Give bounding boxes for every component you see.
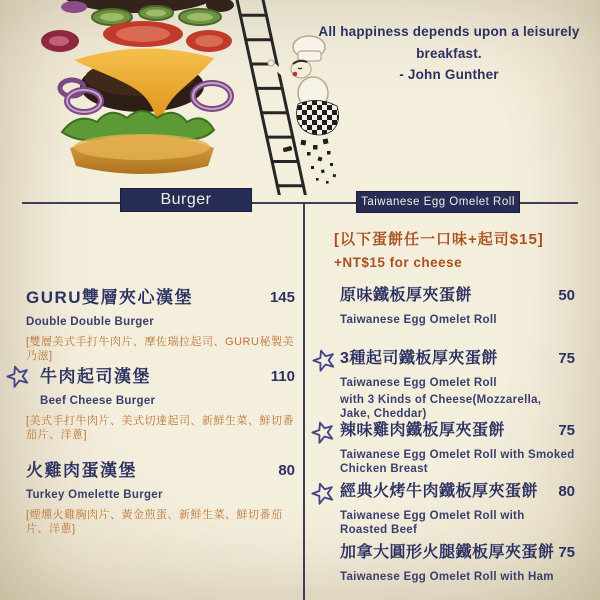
star-icon: [311, 347, 337, 373]
menu-item: [340, 286, 575, 327]
item-name-zh: GURU雙層夾心漢堡: [26, 288, 194, 307]
menu-item: [26, 461, 295, 536]
item-name-en: Taiwanese Egg Omelet Roll with Ham: [340, 571, 554, 583]
item-name-zh: 牛肉起司漢堡: [40, 367, 151, 386]
section-header-burger: [120, 188, 252, 212]
menu-item: [340, 543, 575, 584]
item-name-en: Taiwanese Egg Omelet Roll: [340, 377, 497, 389]
item-name-zh: 火雞肉蛋漢堡: [26, 461, 137, 480]
cheese-note: [334, 228, 544, 270]
item-price: 75: [558, 544, 575, 561]
item-price: 110: [270, 368, 295, 385]
item-name-en: Taiwanese Egg Omelet Roll with Smoked Chicken Breast: [340, 449, 575, 475]
burger-illustration: [22, 0, 234, 182]
item-name-zh: 3種起司鐵板厚夾蛋餅: [340, 350, 498, 367]
item-name-zh: 原味鐵板厚夾蛋餅: [340, 287, 473, 304]
menu-item: [340, 421, 575, 476]
item-price: 80: [558, 483, 575, 500]
item-name-zh: 加拿大圓形火腿鐵板厚夾蛋餅: [340, 544, 555, 561]
star-icon: [310, 480, 336, 506]
menu-item: [26, 288, 295, 363]
section-title: Taiwanese Egg Omelet Roll: [361, 196, 515, 208]
menu-item: [26, 367, 295, 442]
item-desc: [煙燻火雞胸肉片、黃金煎蛋、新鮮生菜、鮮切番茄片、洋蔥]: [26, 509, 283, 535]
quote-attribution: - John Gunther: [399, 67, 499, 83]
column-divider: [303, 203, 305, 600]
menu-item: [340, 349, 575, 421]
quote-line1: All happiness depends upon a leisurely breakfast.: [318, 24, 580, 61]
section-header-omelet: [356, 191, 520, 213]
star-icon: [310, 419, 336, 445]
item-desc: [美式手打牛肉片、美式切達起司、新鮮生菜、鮮切番茄片、洋蔥]: [26, 415, 295, 441]
item-price: 75: [558, 422, 575, 439]
item-desc: [雙層美式手打牛肉片、摩佐瑞拉起司、GURU秘製美乃滋]: [26, 336, 294, 362]
item-price: 50: [558, 287, 575, 304]
item-name-zh: 辣味雞肉鐵板厚夾蛋餅: [340, 422, 506, 439]
cheese-note-zh: [以下蛋餅任一口味+起司$15]: [334, 231, 544, 248]
item-name-en: Beef Cheese Burger: [40, 395, 156, 407]
star-icon: [5, 363, 31, 389]
item-name-en: Taiwanese Egg Omelet Roll: [340, 314, 497, 326]
item-name-en: Double Double Burger: [26, 316, 155, 328]
menu-item: [340, 482, 575, 537]
item-name-en2: with 3 Kinds of Cheese(Mozzarella, Jake, Cheddar): [340, 394, 542, 420]
item-name-en: Taiwanese Egg Omelet Roll with Roasted Beef: [340, 510, 525, 536]
item-price: 80: [278, 462, 295, 479]
item-price: 75: [558, 350, 575, 367]
item-name-zh: 經典火烤牛肉鐵板厚夾蛋餅: [340, 483, 539, 500]
ladder-icon: [236, 0, 306, 195]
cheese-note-en: +NT$15 for cheese: [334, 255, 463, 270]
section-title: Burger: [160, 191, 212, 208]
item-price: 145: [269, 289, 295, 306]
item-name-en: Turkey Omelette Burger: [26, 489, 163, 501]
quote-text: [303, 21, 595, 86]
